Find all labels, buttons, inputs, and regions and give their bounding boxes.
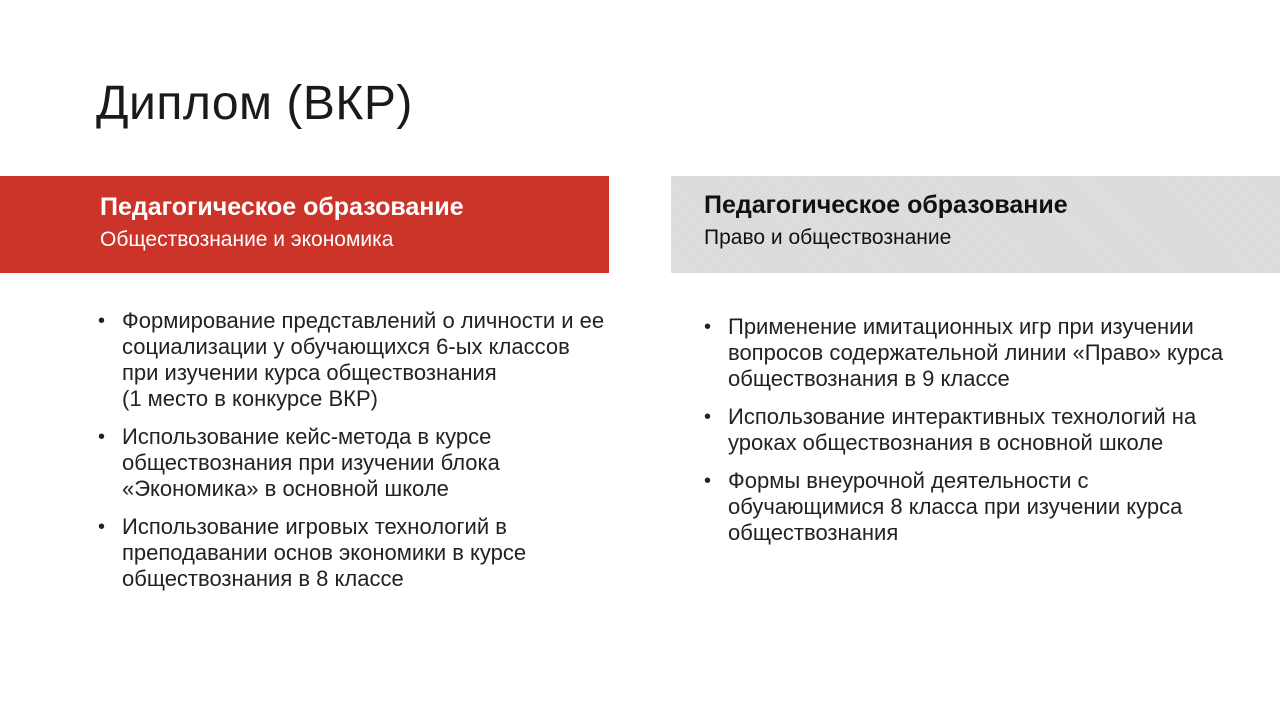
right-program-subheading: Право и обществознание <box>704 226 952 249</box>
list-item-text: Использование игровых технологий в преподавании основ экономики в курсе обществознания в 8 классе <box>122 514 527 591</box>
bullet-icon: • <box>98 426 106 448</box>
left-program-header <box>0 176 609 273</box>
list-item-text: Применение имитационных игр при изучении вопросов содержательной линии «Право» курса обществознания в 9 классе <box>728 314 1224 391</box>
right-thesis-list <box>702 314 1232 558</box>
list-item <box>702 404 1232 456</box>
list-item <box>702 314 1232 392</box>
list-item <box>96 308 606 412</box>
list-item-note: (1 место в конкурсе ВКР) <box>122 386 378 411</box>
left-thesis-list <box>96 308 606 604</box>
bullet-icon: • <box>704 406 712 428</box>
list-item-text: Формы внеурочной деятельности с обучающимися 8 класса при изучении курса обществознания <box>728 468 1183 545</box>
left-program-subheading: Обществознание и экономика <box>100 228 394 251</box>
right-program-header <box>671 176 1280 273</box>
bullet-icon: • <box>98 516 106 538</box>
bullet-icon: • <box>98 310 106 332</box>
slide-title: Диплом (ВКР) <box>96 77 413 130</box>
bullet-icon: • <box>704 316 712 338</box>
list-item-text: Формирование представлений о личности и ее социализации у обучающихся 6-ых классов при изучении курса обществознания <box>122 308 605 385</box>
list-item <box>702 468 1232 546</box>
list-item-text: Использование интерактивных технологий на уроках обществознания в основной школе <box>728 404 1197 455</box>
list-item-text: Использование кейс-метода в курсе обществознания при изучении блока «Экономика» в основной школе <box>122 424 500 501</box>
bullet-icon: • <box>704 470 712 492</box>
right-program-heading: Педагогическое образование <box>704 191 1068 219</box>
list-item <box>96 514 606 592</box>
list-item <box>96 424 606 502</box>
left-program-heading: Педагогическое образование <box>100 193 464 221</box>
